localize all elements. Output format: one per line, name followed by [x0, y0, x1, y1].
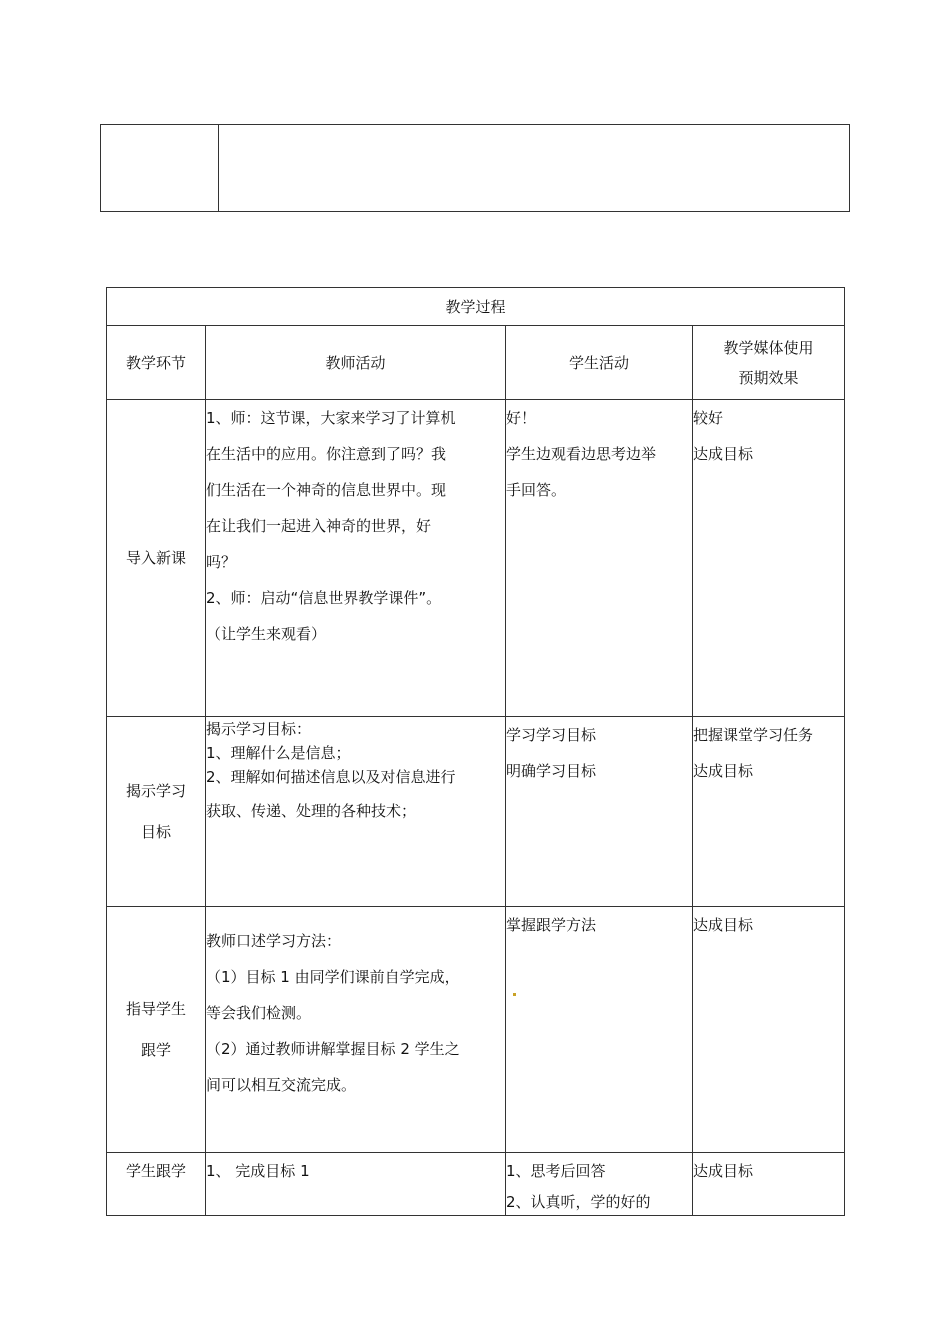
top-table-divider [218, 125, 219, 211]
media-line: 较好 [693, 409, 724, 427]
student-line: 学生边观看边思考边举 [506, 445, 657, 463]
student-line: 1、思考后回答 [506, 1162, 606, 1180]
media-cell [693, 400, 845, 717]
media-line: 把握课堂学习任务 [693, 726, 814, 744]
teacher-line: 间可以相互交流完成。 [206, 1076, 357, 1094]
header-media-line: 教学媒体使用 [723, 338, 814, 357]
student-line: 手回答。 [506, 481, 567, 499]
teacher-line: 们生活在一个神奇的信息世界中。现 [206, 481, 447, 499]
stage-line: 指导学生 [125, 999, 186, 1018]
teacher-line: 在让我们一起进入神奇的世界，好 [206, 517, 432, 535]
teacher-line: 2、理解如何描述信息以及对信息进行 [206, 768, 456, 786]
teaching-process-table [106, 287, 845, 1216]
stage-cell [107, 717, 206, 907]
teacher-cell [206, 1153, 506, 1216]
stage-cell [107, 1153, 206, 1216]
media-line: 达成目标 [693, 762, 754, 780]
student-cell [506, 907, 693, 1153]
stage-line: 学生跟学 [125, 1162, 186, 1180]
media-line: 达成目标 [693, 1162, 754, 1180]
teacher-line: 吗？ [206, 553, 237, 571]
header-student: 学生活动 [506, 326, 693, 400]
student-line: 明确学习目标 [506, 762, 597, 780]
teacher-line: 揭示学习目标： [206, 720, 312, 738]
media-cell [693, 717, 845, 907]
stage-cell [107, 907, 206, 1153]
student-line: 掌握跟学方法 [506, 916, 597, 934]
student-line: 学习学习目标 [506, 726, 597, 744]
media-line: 达成目标 [693, 916, 754, 934]
media-cell [693, 907, 845, 1153]
header-teacher: 教师活动 [206, 326, 506, 400]
student-line: 2、认真听，学的好的 [506, 1193, 651, 1211]
table-row [107, 1153, 845, 1216]
teacher-line: 2、师：启动“信息世界教学课件”。 [206, 589, 442, 607]
teacher-line: 教师口述学习方法： [206, 932, 342, 950]
media-cell [693, 1153, 845, 1216]
header-media-line: 预期效果 [738, 368, 799, 387]
header-stage: 教学环节 [107, 326, 206, 400]
student-line: 好！ [506, 409, 537, 427]
student-cell [506, 1153, 693, 1216]
media-line: 达成目标 [693, 445, 754, 463]
teacher-line: （让学生来观看） [206, 625, 327, 643]
stage-cell [107, 400, 206, 717]
header-media [693, 326, 845, 400]
scan-artifact-dot [513, 993, 516, 996]
teacher-line: 等会我们检测。 [206, 1004, 312, 1022]
table-title: 教学过程 [107, 288, 845, 326]
teacher-cell [206, 400, 506, 717]
teacher-line: （1）目标 1 由同学们课前自学完成， [206, 968, 460, 986]
teacher-line: 1、 完成目标 1 [206, 1162, 310, 1180]
teacher-line: （2）通过教师讲解掌握目标 2 学生之 [206, 1040, 460, 1058]
student-cell [506, 717, 693, 907]
teacher-line: 1、理解什么是信息； [206, 744, 351, 762]
student-cell [506, 400, 693, 717]
stage-line: 揭示学习 [125, 781, 186, 800]
teacher-line: 在生活中的应用。你注意到了吗？我 [206, 445, 447, 463]
teacher-cell [206, 717, 506, 907]
teacher-cell [206, 907, 506, 1153]
stage-line: 跟学 [140, 1040, 171, 1059]
table-row [107, 717, 845, 907]
teacher-line: 1、师：这节课，大家来学习了计算机 [206, 409, 456, 427]
top-table [100, 124, 850, 212]
teacher-line: 获取、传递、处理的各种技术； [206, 802, 417, 820]
stage-line: 目标 [140, 822, 171, 841]
table-row [107, 400, 845, 717]
stage-line: 导入新课 [125, 548, 186, 567]
table-row [107, 907, 845, 1153]
